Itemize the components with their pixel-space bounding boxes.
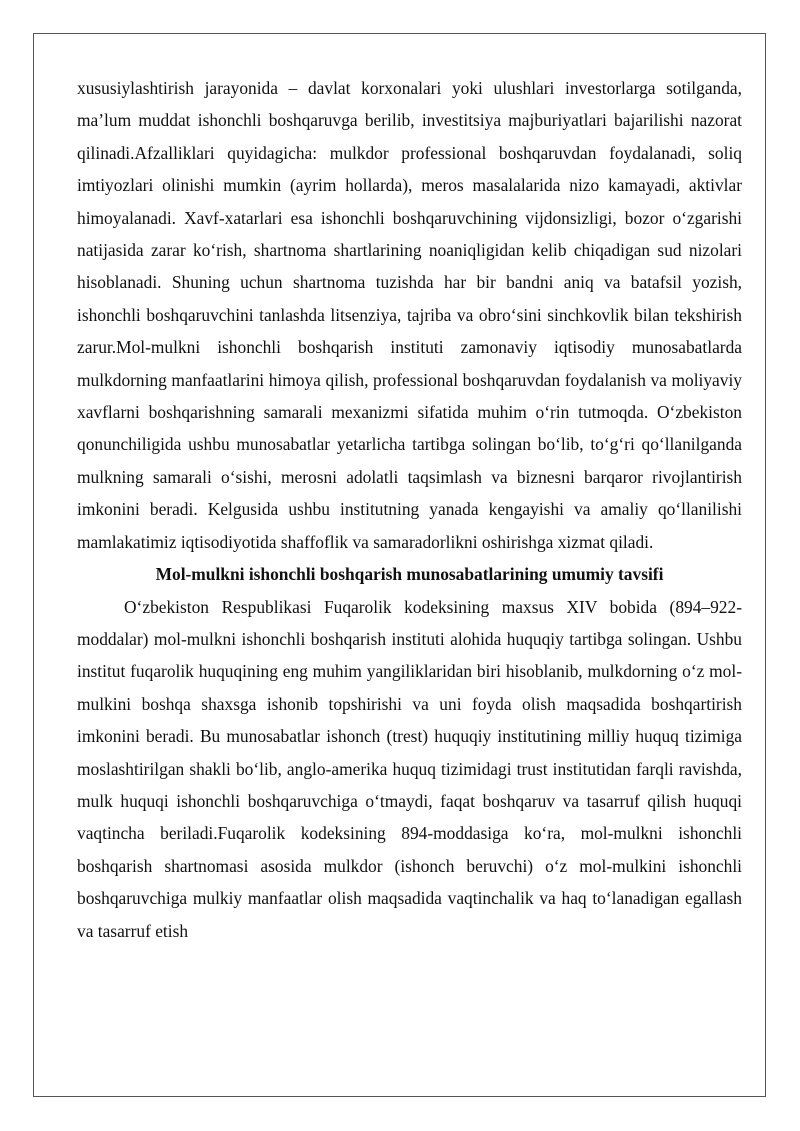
section-heading: Mol-mulkni ishonchli boshqarish munosabatlarining umumiy tavsifi xyxy=(155,564,664,585)
paragraph-section-intro: O‘zbekiston Respublikasi Fuqarolik kodeksining maxsus XIV bobida (894–922-moddalar) mol-mulkni ishonchli boshqarish instituti alohida huquqiy tartibga solingan. Ushbu institut fuqarolik huquqining eng muhim yangiliklaridan biri hisoblanib, mulkdorning o‘z mol-mulkini boshqa shaxsga ishonib topshirishi va uni foyda olish maqsadida boshqartirish imkonini beradi. Bu munosabatlar ishonch (trest) huquqiy institutining milliy huquq tizimiga moslashtirilgan shakli bo‘lib, anglo-amerika huquq tizimidagi trust institutidan farqli ravishda, mulk huquqi ishonchli boshqaruvchiga o‘tmaydi, faqat boshqaruv va tasarruf qilish huquqi vaqtincha beriladi.Fuqarolik kodeksining 894-moddasiga ko‘ra, mol-mulkni ishonchli boshqarish shartnomasi asosida mulkdor (ishonch beruvchi) o‘z mol-mulkini ishonchli boshqaruvchiga mulkiy manfaatlar olish maqsadida vaqtinchalik va haq to‘lanadigan egallash va tasarruf etish xyxy=(77,596,742,941)
document-body xyxy=(77,72,742,947)
paragraph-continuation: xususiylashtirish jarayonida – davlat korxonalari yoki ulushlari investorlarga sotilganda, ma’lum muddat ishonchli boshqaruvga berilib, investitsiya majburiyatlari bajarilishi nazorat qilinadi.Afzalliklari quyidagicha: mulkdor professional boshqaruvdan foydalanadi, soliq imtiyozlari olinishi mumkin (ayrim hollarda), meros masalalarida nizo kamayadi, aktivlar himoyalanadi. Xavf-xatarlari esa ishonchli boshqaruvchining vijdonsizligi, bozor o‘zgarishi natijasida zarar ko‘rish, shartnoma shartlarining noaniqligidan kelib chiqadigan sud nizolari hisoblanadi. Shuning uchun shartnoma tuzishda har bir bandni aniq va batafsil yozish, ishonchli boshqaruvchini tanlashda litsenziya, tajriba va obro‘sini sinchkovlik bilan tekshirish zarur.Mol-mulkni ishonchli boshqarish instituti zamonaviy iqtisodiy munosabatlarda mulkdorning manfaatlarini himoya qilish, professional boshqaruvdan foydalanish va moliyaviy xavflarni boshqarishning samarali mexanizmi sifatida muhim o‘rin tutmoqda. O‘zbekiston qonunchiligida ushbu munosabatlar yetarlicha tartibga solingan bo‘lib, to‘g‘ri qo‘llanilganda mulkning samarali o‘sishi, merosni adolatli taqsimlash va biznesni barqaror rivojlantirish imkonini beradi. Kelgusida ushbu institutning yanada kengayishi va amaliy qo‘llanilishi mamlakatimiz iqtisodiyotida shaffoflik va samaradorlikni oshirishga xizmat qiladi. xyxy=(77,78,742,552)
